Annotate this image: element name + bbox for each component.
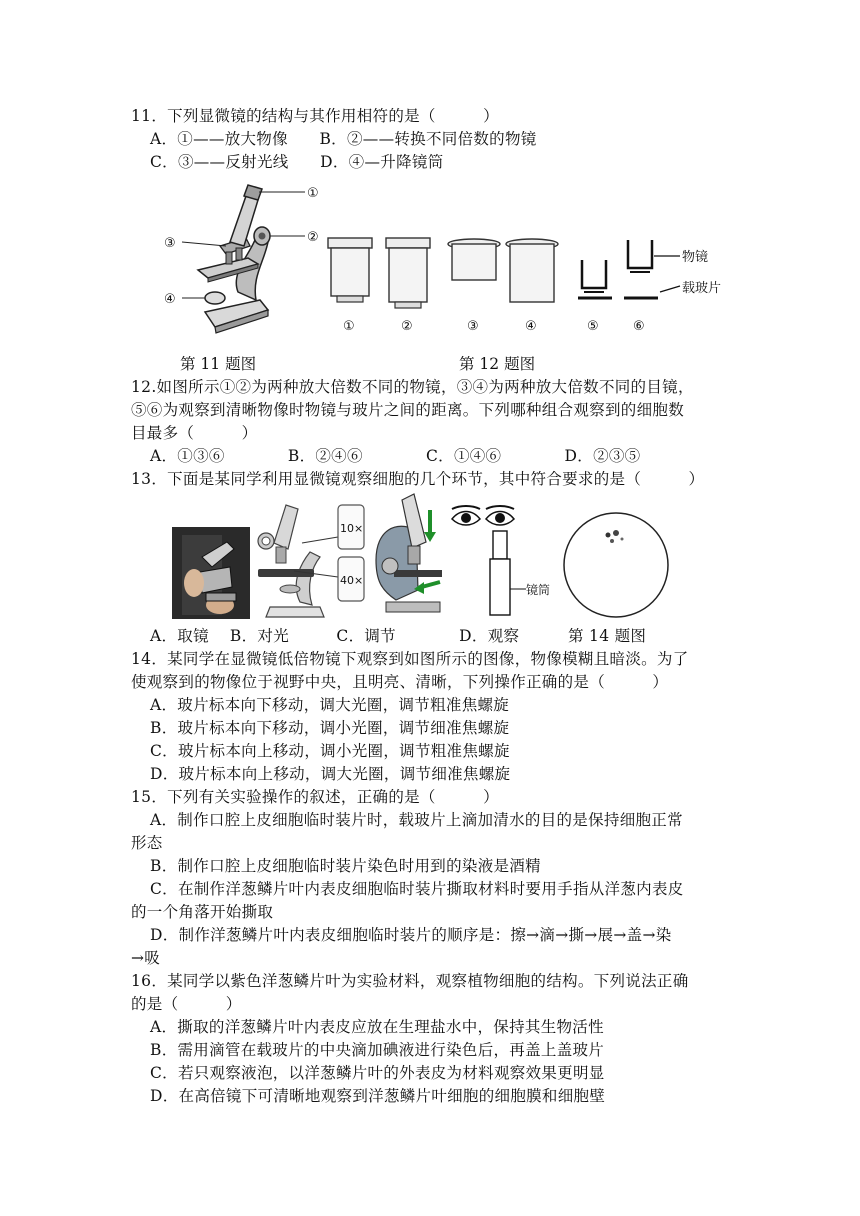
q13-photo-take-microscope: [172, 527, 250, 619]
objective-lens-1: [328, 238, 372, 302]
microscope-figure: [160, 182, 330, 337]
distance-diagram-6: [624, 240, 680, 298]
fig12-num-3: ③: [467, 319, 479, 334]
eyepiece-lens-4: [506, 239, 558, 302]
fig11-label-1: ①: [307, 186, 319, 201]
q16-option-d: D．在高倍镜下可清晰地观察到洋葱鳞片叶细胞的细胞膜和细胞壁: [150, 1087, 606, 1105]
q15-option-c-line1: C．在制作洋葱鳞片叶内表皮细胞临时装片撕取材料时要用手指从洋葱内表皮: [150, 880, 684, 898]
q13-options: A．取镜 B．对光 C．调节 D．观察: [150, 627, 520, 645]
q14-option-b: B．玻片标本向下移动，调小光圈，调节细准焦螺旋: [150, 719, 510, 737]
q12-line1: 12.如图所示①②为两种放大倍数不同的物镜，③④为两种放大倍数不同的目镜，: [131, 378, 694, 396]
q11-stem: 11．下列显微镜的结构与其作用相符的是（ ）: [131, 107, 499, 125]
fig11-label-3: ③: [164, 236, 176, 251]
q14-line1: 14．某同学在显微镜低倍物镜下观察到如图所示的图像，物像模糊且暗淡。为了: [131, 650, 689, 668]
fig12-num-5: ⑤: [587, 319, 599, 334]
fig12-caption: 第 12 题图: [459, 355, 536, 373]
q11-options-ab: A．①——放大物像 B．②——转换不同倍数的物镜: [150, 130, 537, 148]
q14-option-d: D．玻片标本向上移动，调大光圈，调节细准焦螺旋: [150, 765, 511, 783]
fig11-label-4: ④: [164, 292, 176, 307]
q15-option-a-line2: 形态: [131, 834, 163, 852]
fig12-num-6: ⑥: [633, 319, 645, 334]
fig12-num-2: ②: [401, 319, 413, 334]
fig12-num-1: ①: [343, 319, 355, 334]
q11-options-cd: C．③——反射光线 D．④—升降镜筒: [150, 153, 444, 171]
q12-options: A．①③⑥ B．②④⑥ C．①④⑥ D．②③⑤: [150, 447, 641, 465]
q13-observe-eyes: [450, 505, 560, 620]
lens-40x-label: 40×: [340, 574, 364, 587]
eyepiece-lens-3: [448, 239, 500, 280]
objective-lens-2: [386, 238, 430, 308]
q15-option-d-line1: D．制作洋葱鳞片叶内表皮细胞临时装片的顺序是：擦→滴→撕→展→盖→染: [150, 926, 672, 944]
distance-diagram-5: [578, 260, 612, 298]
label-objective: 物镜: [682, 250, 709, 265]
fig14-field-of-view: [562, 511, 670, 619]
fig11-label-2: ②: [307, 230, 319, 245]
fig14-caption: 第 14 题图: [568, 627, 647, 645]
q16-line1: 16．某同学以紫色洋葱鳞片叶为实验材料，观察植物细胞的结构。下列说法正确: [131, 972, 689, 990]
q14-option-a: A．玻片标本向下移动，调大光圈，调节粗准焦螺旋: [150, 696, 510, 714]
fig11-caption: 第 11 题图: [180, 355, 257, 373]
fig12-num-4: ④: [525, 319, 537, 334]
q13-microscope-lenses: [250, 497, 370, 619]
q13-microscope-adjust: [366, 490, 452, 620]
lens-10x-label: 10×: [340, 522, 364, 535]
q16-option-b: B．需用滴管在载玻片的中央滴加碘液进行染色后，再盖上盖玻片: [150, 1041, 605, 1059]
q12-line3: 目最多（ ）: [131, 424, 258, 442]
tube-label: 镜筒: [526, 583, 551, 597]
label-slide: 载玻片: [682, 281, 722, 296]
q16-option-a: A．撕取的洋葱鳞片叶内表皮应放在生理盐水中，保持其生物活性: [150, 1018, 604, 1036]
q15-stem: 15．下列有关实验操作的叙述，正确的是（ ）: [131, 788, 499, 806]
q14-line2: 使观察到的物像位于视野中央，且明亮、清晰，下列操作正确的是（ ）: [131, 673, 669, 691]
q15-option-c-line2: 的一个角落开始撕取: [131, 903, 274, 921]
q12-line2: ⑤⑥为观察到清晰物像时物镜与玻片之间的距离。下列哪种组合观察到的细胞数: [131, 401, 685, 419]
q15-option-b: B．制作口腔上皮细胞临时装片染色时用到的染液是酒精: [150, 857, 541, 875]
q15-option-a-line1: A．制作口腔上皮细胞临时装片时，载玻片上滴加清水的目的是保持细胞正常: [150, 811, 683, 829]
q16-line2: 的是（ ）: [131, 995, 242, 1013]
lenses-figure: [320, 230, 720, 340]
q14-option-c: C．玻片标本向上移动，调小光圈，调节粗准焦螺旋: [150, 742, 510, 760]
q13-stem: 13．下面是某同学利用显微镜观察细胞的几个环节，其中符合要求的是（ ）: [131, 470, 705, 488]
q15-option-d-line2: →吸: [131, 949, 161, 967]
q16-option-c: C．若只观察液泡，以洋葱鳞片叶的外表皮为材料观察效果更明显: [150, 1064, 605, 1082]
